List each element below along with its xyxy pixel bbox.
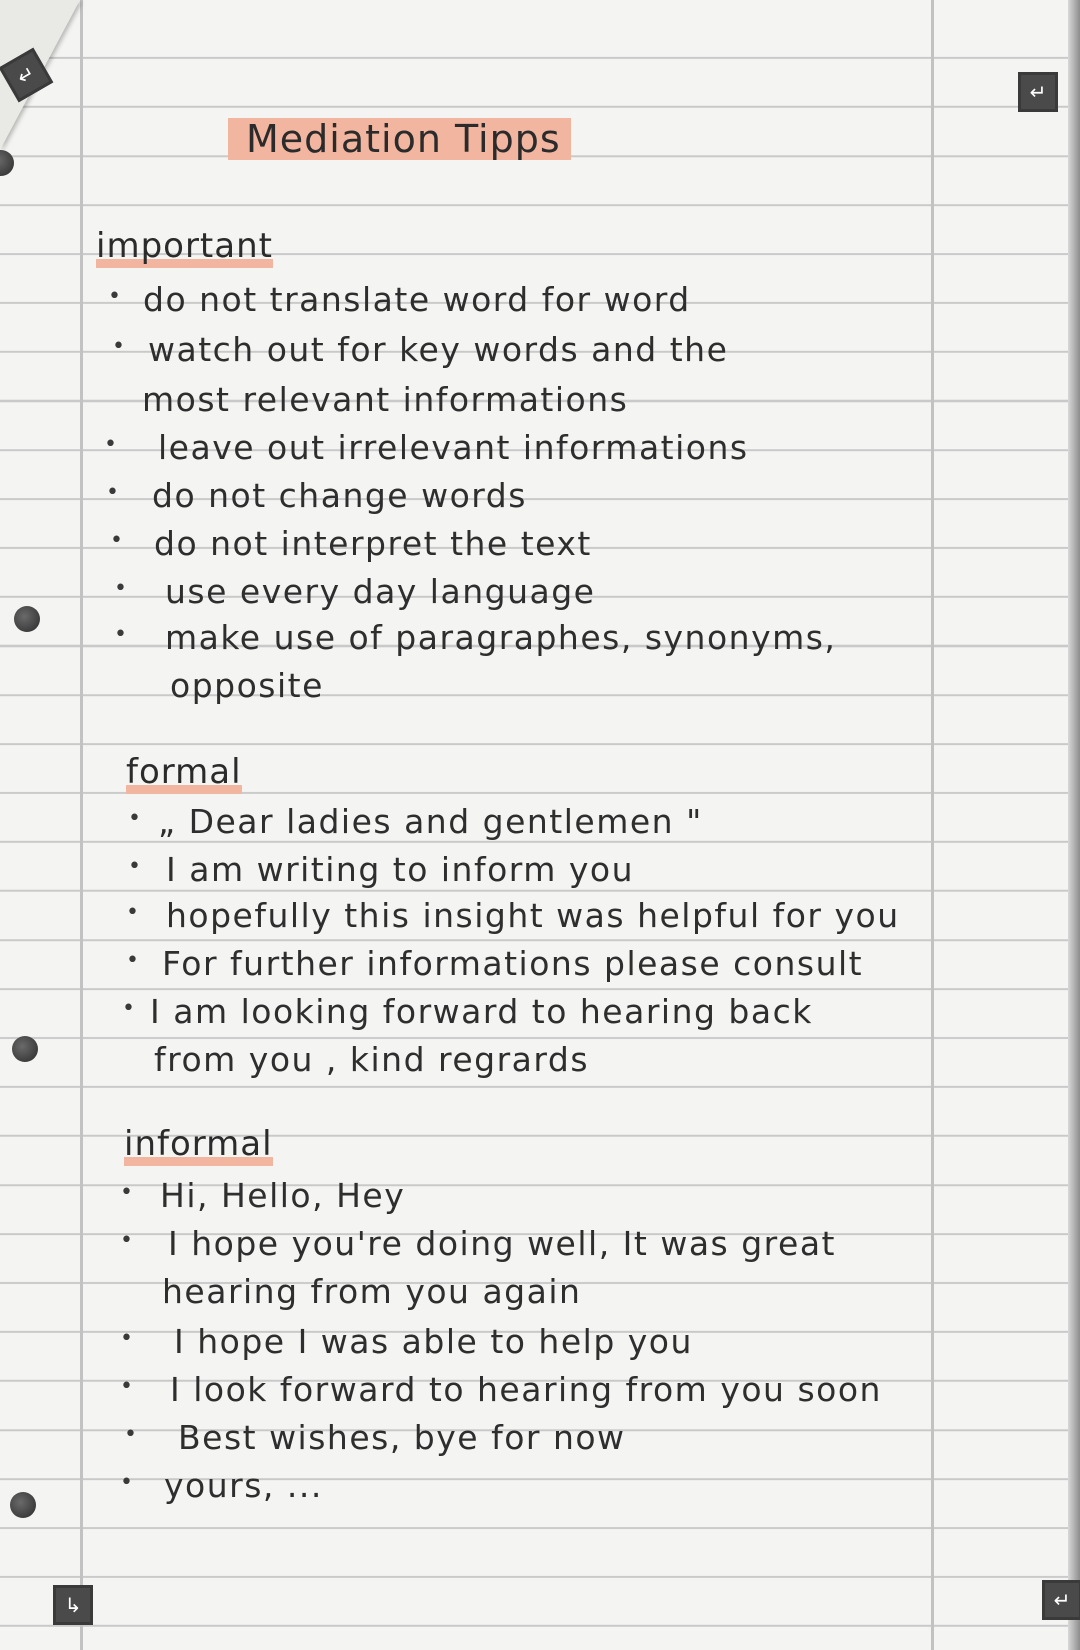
left-margin-line: [80, 0, 83, 1650]
bullet-icon: •: [114, 622, 127, 647]
bullet-icon: •: [122, 996, 135, 1021]
list-item: I hope you're doing well, It was great: [168, 1224, 836, 1263]
bullet-icon: •: [126, 900, 139, 925]
list-item: yours, ...: [164, 1466, 323, 1505]
list-item-continuation: most relevant informations: [142, 380, 629, 419]
list-item-continuation: opposite: [170, 666, 324, 705]
bullet-icon: •: [112, 334, 125, 359]
bullet-icon: •: [108, 284, 121, 309]
list-item: I am looking forward to hearing back: [150, 992, 813, 1031]
list-item-continuation: from you , kind regrards: [154, 1040, 590, 1079]
bullet-icon: •: [120, 1180, 133, 1205]
bullet-icon: •: [110, 528, 123, 553]
list-item: Best wishes, bye for now: [178, 1418, 626, 1457]
bullet-icon: •: [126, 948, 139, 973]
list-item-continuation: hearing from you again: [162, 1272, 582, 1311]
section-heading-formal: formal: [126, 752, 242, 792]
right-margin-line: [931, 0, 934, 1650]
bullet-icon: •: [120, 1228, 133, 1253]
section-heading-important: important: [96, 226, 273, 266]
page-edge: [1068, 0, 1080, 1650]
corner-sticker-icon: ↳: [53, 1585, 93, 1625]
bullet-icon: •: [104, 432, 117, 457]
list-item: I look forward to hearing from you soon: [170, 1370, 882, 1409]
list-item: make use of paragraphes, synonyms,: [165, 618, 837, 657]
bullet-icon: •: [124, 1422, 137, 1447]
page-title: Mediation Tipps: [228, 118, 571, 160]
list-item: hopefully this insight was helpful for you: [166, 896, 900, 935]
bullet-icon: •: [120, 1470, 133, 1495]
list-item: use every day language: [165, 572, 596, 611]
bullet-icon: •: [128, 854, 141, 879]
corner-sticker-icon: ↵: [1042, 1580, 1080, 1620]
list-item: do not interpret the text: [154, 524, 592, 563]
bullet-icon: •: [120, 1374, 133, 1399]
bullet-icon: •: [128, 806, 141, 831]
list-item: Hi, Hello, Hey: [160, 1176, 406, 1215]
corner-sticker-icon: ↵: [1018, 72, 1058, 112]
punch-hole: [0, 150, 14, 176]
bullet-icon: •: [106, 480, 119, 505]
list-item: I am writing to inform you: [166, 850, 635, 889]
punch-hole: [14, 606, 40, 632]
list-item: I hope I was able to help you: [174, 1322, 693, 1361]
punch-hole: [10, 1492, 36, 1518]
section-heading-informal: informal: [124, 1124, 273, 1164]
bullet-icon: •: [114, 576, 127, 601]
bullet-icon: •: [120, 1326, 133, 1351]
list-item: do not translate word for word: [143, 280, 691, 319]
list-item: For further informations please consult: [162, 944, 864, 983]
punch-hole: [12, 1036, 38, 1062]
list-item: watch out for key words and the: [148, 330, 729, 369]
list-item: do not change words: [152, 476, 527, 515]
corner-sticker-icon: ↵: [0, 48, 53, 103]
list-item: leave out irrelevant informations: [158, 428, 749, 467]
list-item: „ Dear ladies and gentlemen ": [158, 802, 703, 841]
